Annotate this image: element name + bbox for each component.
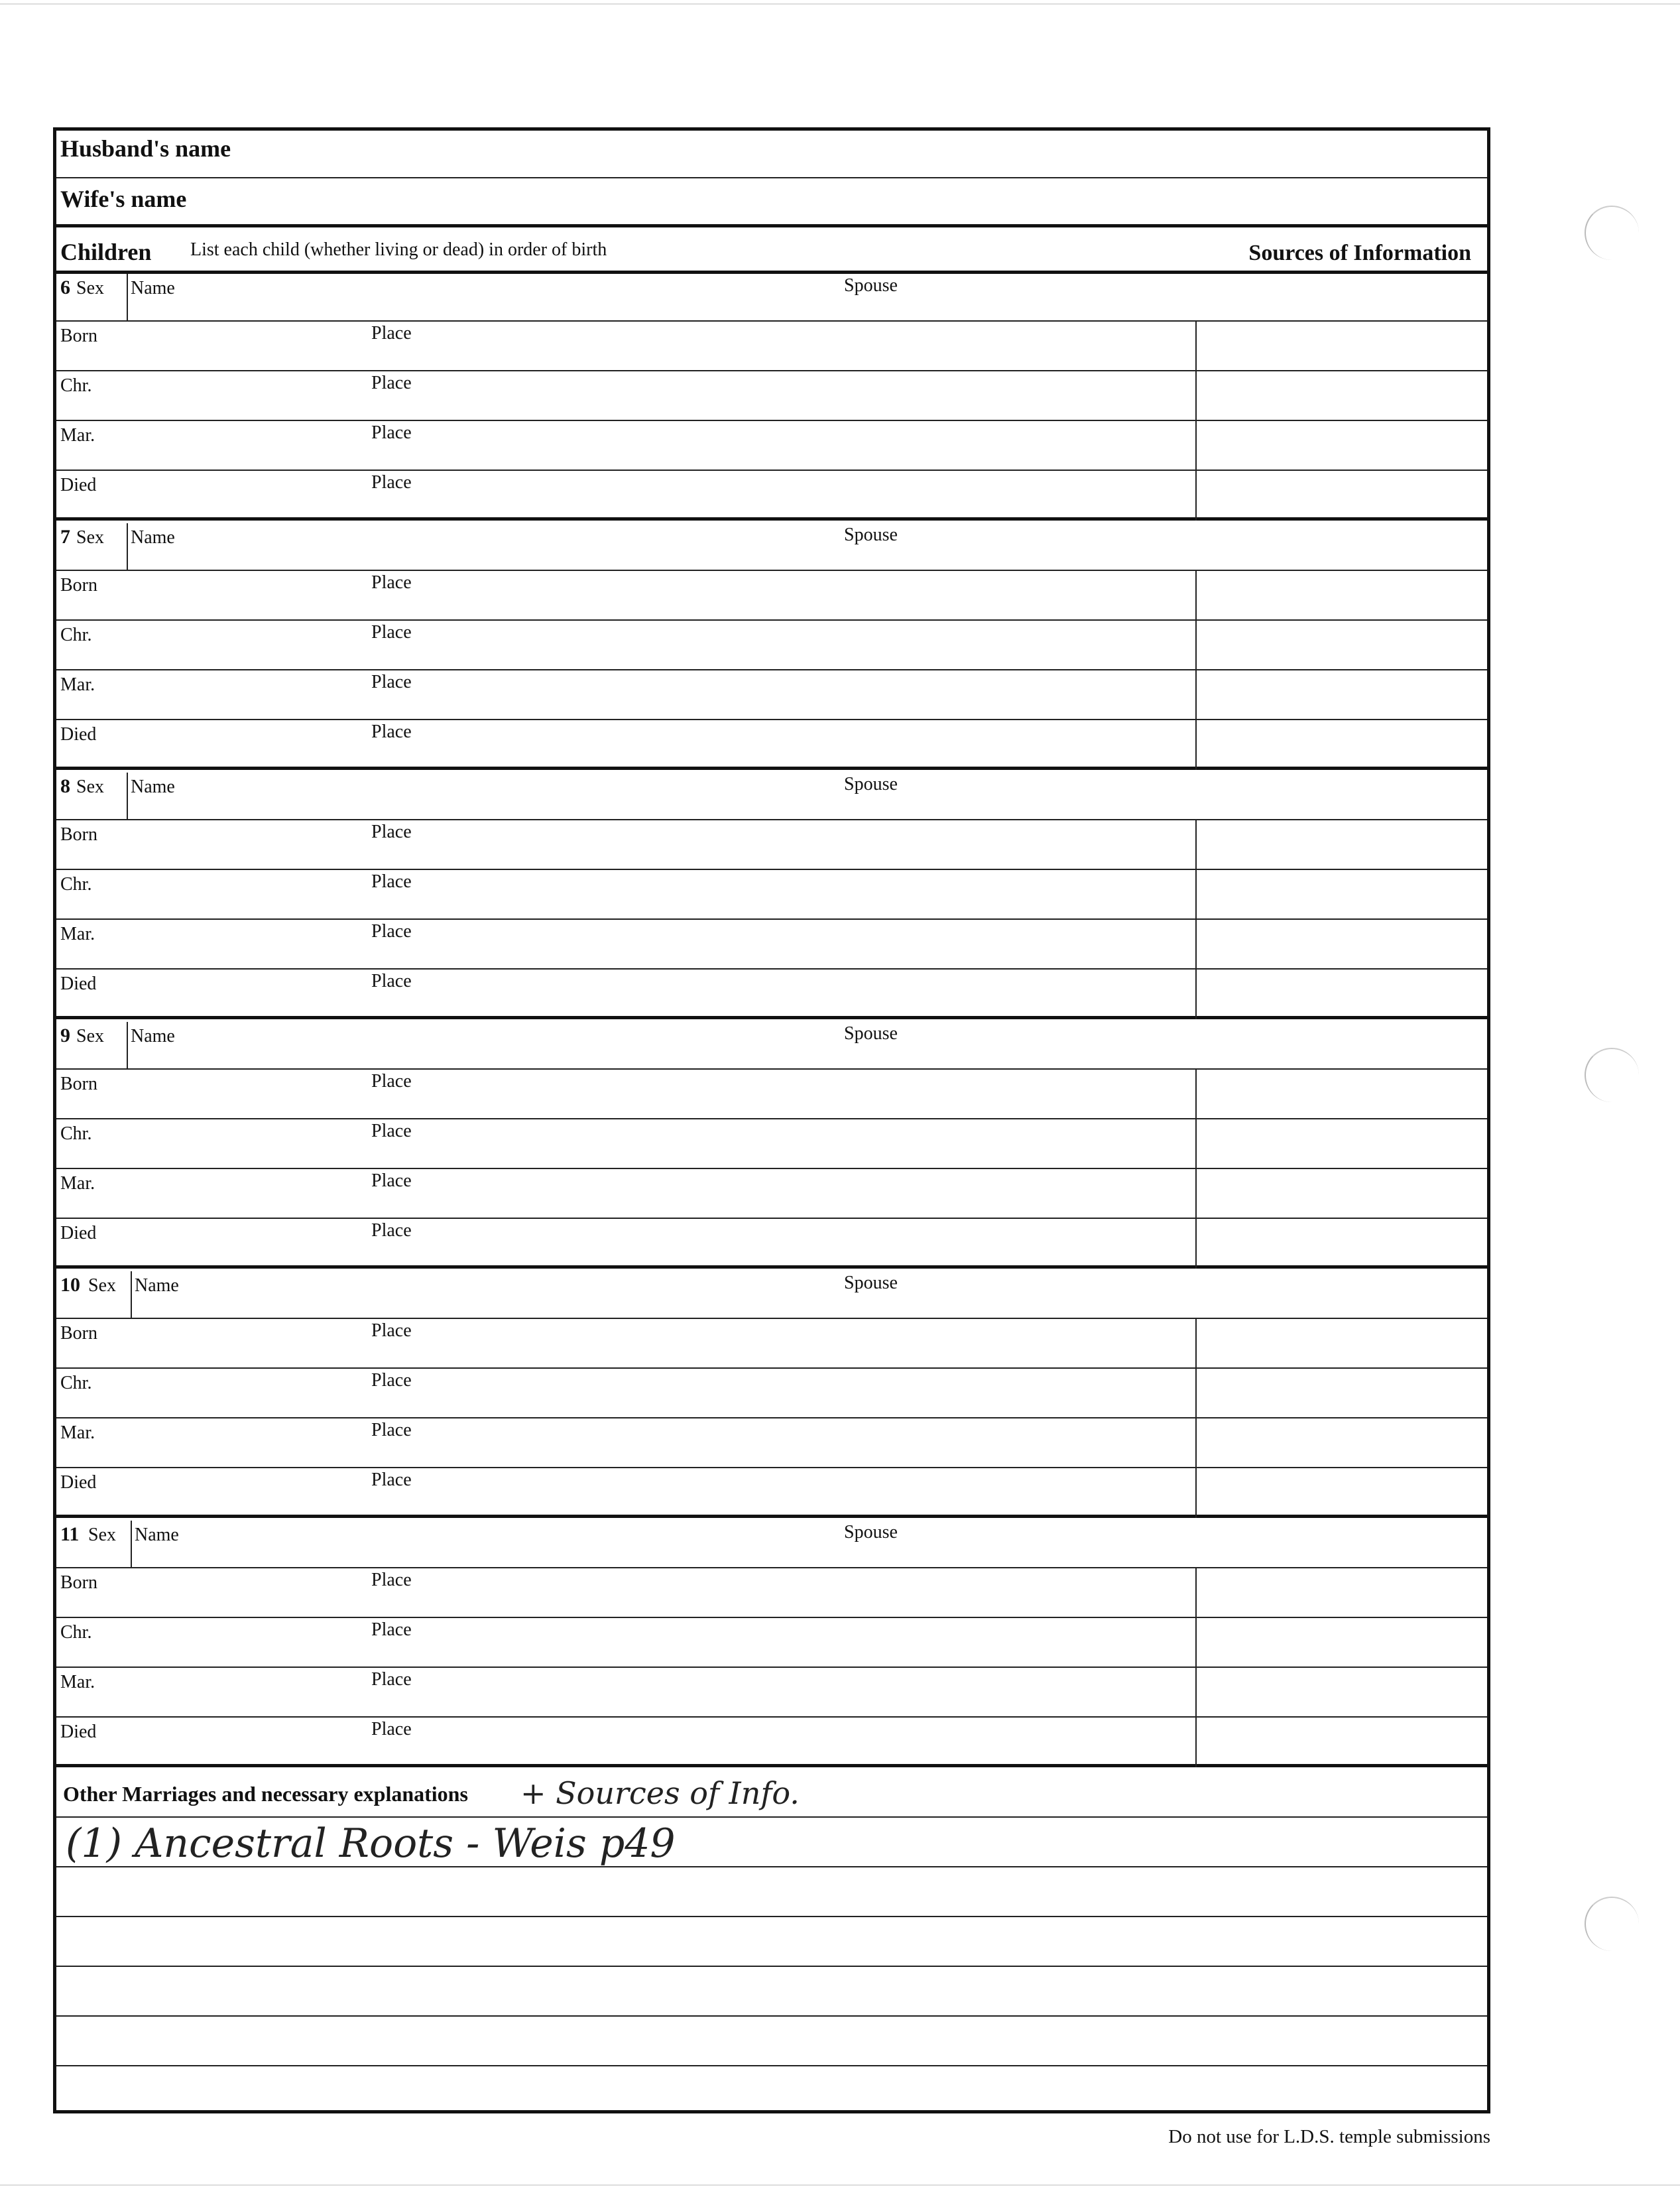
place-label: Place <box>371 822 412 842</box>
event-label: Mar. <box>60 924 95 944</box>
sources-column-divider <box>1195 322 1197 371</box>
sex-label: Sex <box>76 1026 104 1046</box>
event-label: Chr. <box>60 1123 92 1144</box>
sex-label: Sex <box>88 1275 116 1296</box>
place-label: Place <box>371 1420 412 1440</box>
place-label: Place <box>371 1320 412 1341</box>
event-label: Mar. <box>60 425 95 446</box>
sources-column-divider <box>1195 1070 1197 1119</box>
event-label: Died <box>60 1722 97 1742</box>
name-label: Name <box>131 1026 175 1046</box>
place-label: Place <box>371 1719 412 1739</box>
sources-column-divider <box>1195 1468 1197 1518</box>
sex-divider <box>131 1271 132 1319</box>
spouse-label: Spouse <box>844 275 898 296</box>
name-label: Name <box>131 278 175 298</box>
event-label: Mar. <box>60 1672 95 1692</box>
event-label: Died <box>60 974 97 994</box>
sources-column-divider <box>1195 1219 1197 1269</box>
place-label: Place <box>371 1170 412 1191</box>
child-number: 7 <box>60 526 70 548</box>
place-label: Place <box>371 921 412 942</box>
child-event-row[interactable] <box>56 970 1487 1019</box>
child-event-row[interactable] <box>56 920 1487 970</box>
event-label: Born <box>60 824 97 845</box>
sources-column-divider <box>1195 1718 1197 1767</box>
child-number: 9 <box>60 1025 70 1046</box>
place-label: Place <box>371 572 412 593</box>
place-label: Place <box>371 1470 412 1490</box>
binder-hole-middle <box>1585 1048 1639 1102</box>
place-label: Place <box>371 1370 412 1391</box>
place-label: Place <box>371 622 412 643</box>
child-name-row[interactable] <box>56 523 1487 571</box>
event-label: Chr. <box>60 625 92 645</box>
spouse-label: Spouse <box>844 525 898 545</box>
event-label: Chr. <box>60 874 92 895</box>
child-event-row[interactable] <box>56 421 1487 471</box>
place-label: Place <box>371 323 412 344</box>
event-label: Died <box>60 724 97 745</box>
place-label: Place <box>371 971 412 991</box>
other-marriages-header-row <box>56 1770 1487 1818</box>
child-event-row[interactable] <box>56 1668 1487 1718</box>
child-event-row[interactable] <box>56 670 1487 720</box>
place-label: Place <box>371 1121 412 1141</box>
sources-column-divider <box>1195 670 1197 720</box>
child-event-row[interactable] <box>56 1618 1487 1668</box>
name-label: Name <box>131 777 175 797</box>
child-name-row[interactable] <box>56 1271 1487 1319</box>
children-header-row <box>56 227 1487 274</box>
sources-column-divider <box>1195 571 1197 621</box>
child-name-row[interactable] <box>56 1022 1487 1070</box>
spouse-label: Spouse <box>844 1522 898 1542</box>
sources-column-divider <box>1195 1568 1197 1618</box>
explanation-line-4[interactable] <box>56 1967 1487 2017</box>
explanation-line-3[interactable] <box>56 1917 1487 1967</box>
child-event-row[interactable] <box>56 621 1487 670</box>
child-event-row[interactable] <box>56 1119 1487 1169</box>
children-label: Children <box>60 239 152 265</box>
sources-column-divider <box>1195 920 1197 970</box>
sources-column-divider <box>1195 820 1197 870</box>
child-name-row[interactable] <box>56 773 1487 820</box>
child-event-row[interactable] <box>56 1169 1487 1219</box>
event-label: Mar. <box>60 674 95 695</box>
place-label: Place <box>371 1619 412 1640</box>
place-label: Place <box>371 472 412 493</box>
place-label: Place <box>371 422 412 443</box>
sex-label: Sex <box>76 278 104 298</box>
footer-note: Do not use for L.D.S. temple submissions <box>1168 2126 1490 2147</box>
spouse-label: Spouse <box>844 774 898 794</box>
event-label: Mar. <box>60 1422 95 1443</box>
place-label: Place <box>371 871 412 892</box>
explanation-line-2[interactable] <box>56 1867 1487 1917</box>
place-label: Place <box>371 672 412 692</box>
husband-name-label: Husband's name <box>60 135 231 162</box>
child-number: 8 <box>60 775 70 797</box>
place-label: Place <box>371 1220 412 1241</box>
other-marriages-label: Other Marriages and necessary explanations <box>63 1782 468 1806</box>
wife-name-label: Wife's name <box>60 186 187 212</box>
name-label: Name <box>135 1525 179 1545</box>
child-event-row[interactable] <box>56 1568 1487 1618</box>
child-event-row[interactable] <box>56 1319 1487 1369</box>
sources-column-divider <box>1195 1169 1197 1219</box>
binder-hole-bottom <box>1585 1897 1639 1951</box>
handwritten-explanation-1: (1) Ancestral Roots - Weis p49 <box>66 1820 676 1867</box>
spouse-label: Spouse <box>844 1273 898 1293</box>
child-event-row[interactable] <box>56 1070 1487 1119</box>
explanation-line-1[interactable] <box>56 1818 1487 1867</box>
sex-label: Sex <box>76 527 104 548</box>
wife-name-row[interactable] <box>56 178 1487 227</box>
child-event-row[interactable] <box>56 1219 1487 1269</box>
child-number: 11 <box>60 1523 80 1545</box>
sources-column-divider <box>1195 1319 1197 1369</box>
sex-divider <box>127 523 128 571</box>
spouse-label: Spouse <box>844 1023 898 1044</box>
sources-column-divider <box>1195 720 1197 770</box>
child-event-row[interactable] <box>56 1369 1487 1418</box>
child-event-row[interactable] <box>56 322 1487 371</box>
event-label: Died <box>60 1472 97 1493</box>
event-label: Died <box>60 475 97 495</box>
child-event-row[interactable] <box>56 1468 1487 1518</box>
event-label: Died <box>60 1223 97 1243</box>
event-label: Chr. <box>60 1622 92 1643</box>
place-label: Place <box>371 722 412 742</box>
event-label: Born <box>60 1572 97 1593</box>
sources-column-divider <box>1195 870 1197 920</box>
name-label: Name <box>135 1275 179 1296</box>
sources-of-information-label: Sources of Information <box>1248 241 1471 265</box>
child-event-row[interactable] <box>56 471 1487 521</box>
place-label: Place <box>371 1071 412 1092</box>
child-number: 10 <box>60 1274 80 1296</box>
child-event-row[interactable] <box>56 571 1487 621</box>
place-label: Place <box>371 373 412 393</box>
child-event-row[interactable] <box>56 720 1487 770</box>
child-event-row[interactable] <box>56 371 1487 421</box>
sources-column-divider <box>1195 621 1197 670</box>
child-event-row[interactable] <box>56 820 1487 870</box>
child-name-row[interactable] <box>56 274 1487 322</box>
sources-column-divider <box>1195 1418 1197 1468</box>
child-event-row[interactable] <box>56 1418 1487 1468</box>
event-label: Mar. <box>60 1173 95 1194</box>
event-label: Chr. <box>60 375 92 396</box>
place-label: Place <box>371 1669 412 1690</box>
sex-label: Sex <box>88 1525 116 1545</box>
sources-column-divider <box>1195 421 1197 471</box>
husband-name-row[interactable] <box>56 131 1487 178</box>
sex-divider <box>131 1521 132 1568</box>
sources-column-divider <box>1195 471 1197 521</box>
sources-column-divider <box>1195 1618 1197 1668</box>
children-instruction: List each child (whether living or dead) in order of birth <box>190 239 607 260</box>
sources-column-divider <box>1195 371 1197 421</box>
child-event-row[interactable] <box>56 1718 1487 1767</box>
event-label: Born <box>60 1074 97 1094</box>
sex-divider <box>127 773 128 820</box>
event-label: Chr. <box>60 1373 92 1393</box>
event-label: Born <box>60 326 97 346</box>
sex-label: Sex <box>76 777 104 797</box>
sex-divider <box>127 274 128 322</box>
sources-column-divider <box>1195 1119 1197 1169</box>
handwritten-sources-note: + Sources of Info. <box>520 1775 800 1811</box>
binder-hole-top <box>1585 206 1639 260</box>
sources-column-divider <box>1195 970 1197 1019</box>
child-event-row[interactable] <box>56 870 1487 920</box>
event-label: Born <box>60 1323 97 1344</box>
sources-column-divider <box>1195 1668 1197 1718</box>
family-group-record-form <box>53 127 1490 2113</box>
child-number: 6 <box>60 277 70 298</box>
event-label: Born <box>60 575 97 596</box>
child-name-row[interactable] <box>56 1521 1487 1568</box>
sources-column-divider <box>1195 1369 1197 1418</box>
explanation-line-5[interactable] <box>56 2017 1487 2066</box>
sex-divider <box>127 1022 128 1070</box>
place-label: Place <box>371 1570 412 1590</box>
name-label: Name <box>131 527 175 548</box>
